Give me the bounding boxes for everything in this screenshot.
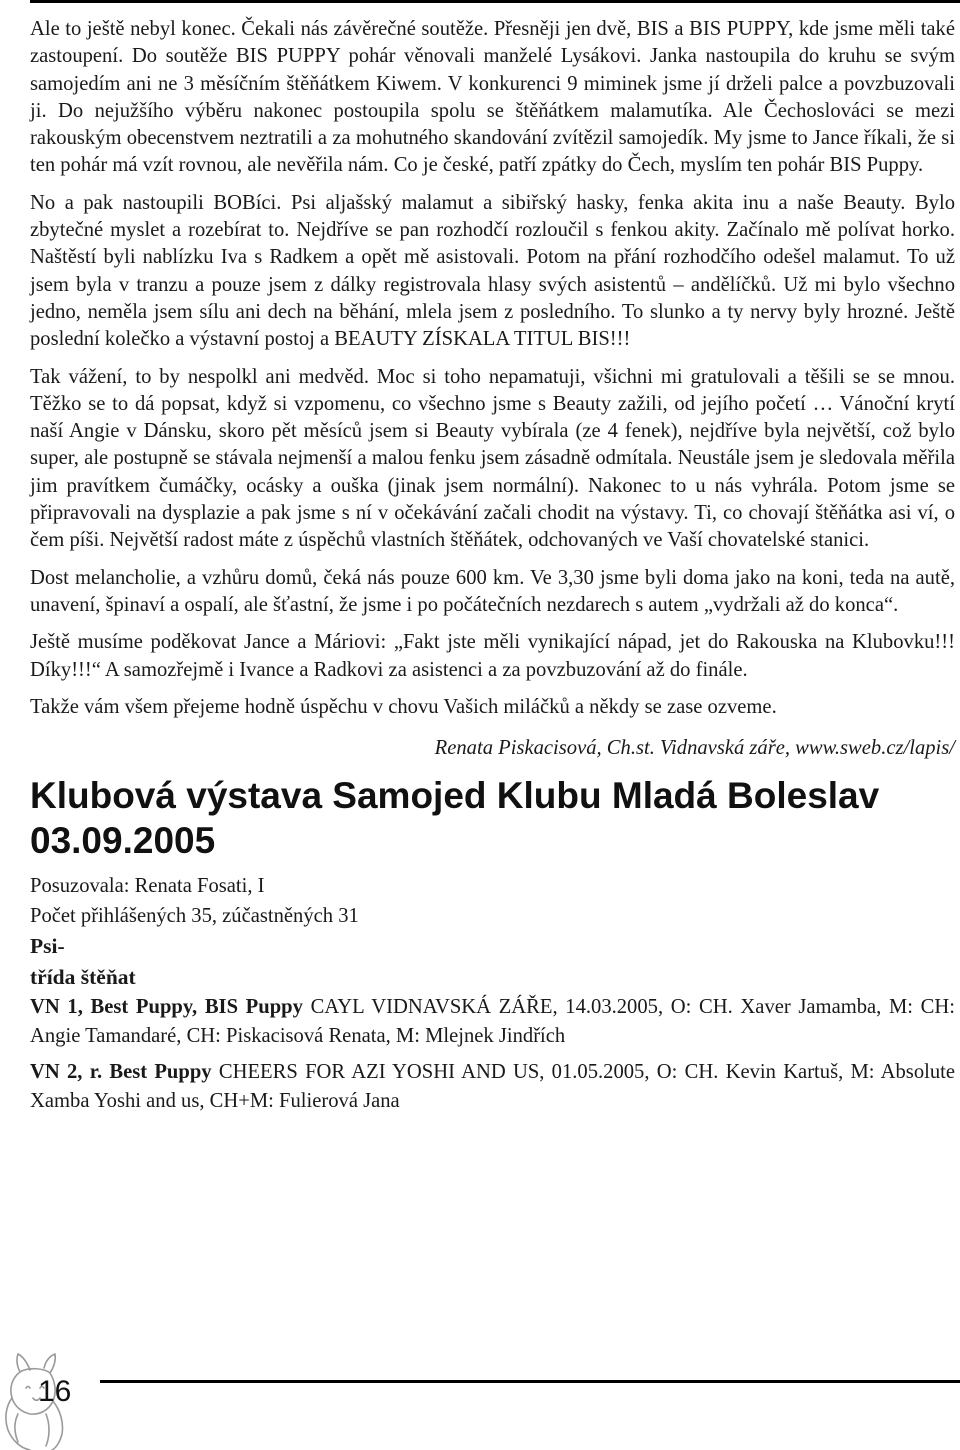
- result-details: CAYL VIDNAVSKÁ ZÁŘE, 14.03.2005, O: CH. Xaver Jamamba, M: CH: Angie Tamandaré, CH: Piskacisová Renata, M: Mlejnek Jindřích: [30, 996, 955, 1047]
- article-title: Klubová výstava Samojed Klubu Mladá Boleslav 03.09.2005: [30, 775, 880, 862]
- body-paragraph: Ještě musíme poděkovat Jance a Máriovi: „Fakt jste měli vynikající nápad, jet do Rakouska na Klubovku!!! Díky!!!“ A samozřejmě i Ivance a Radkovi za asistenci a za povzbuzování až do finále.: [30, 631, 955, 681]
- body-paragraph: Dost melancholie, a vzhůru domů, čeká nás pouze 600 km. Ve 3,30 jsme byli doma jako na koni, teda na autě, unavení, špinaví a ospalí, ale šťastní, že jsme i po počátečních nezdarech s autem „vydržali až do konca“.: [30, 566, 955, 616]
- result-entry: [30, 993, 955, 1050]
- body-paragraph: Ale to ještě nebyl konec. Čekali nás závěrečné soutěže. Přesněji jen dvě, BIS a BIS PUPPY, kde jsme měli také zastoupení. Do soutěže BIS PUPPY pohár věnovali manželé Lysákovi. Janka nastoupila do kruhu se svým samojedím ani ne 3 měsíčním štěňátkem Kiwem. V konkurenci 9 miminek jsme jí drželi palce a povzbuzovali ji. Do nejužšího výběru nakonec postoupila spolu se štěňátkem malamutíka. Ale Čechoslováci se mezi rakouským obecenstvem neztratili a za mohutného skandování zvítězil samojedík. My jsme to Jance říkali, že si ten pohár má vzít rovnou, ale nevěřila nám. Co je české, patří zpátky do Čech, myslím ten pohár BIS Puppy.: [30, 18, 955, 177]
- body-paragraph: No a pak nastoupili BOBíci. Psi aljašský malamut a sibiřský hasky, fenka akita inu a naše Beauty. Bylo zbytečné myslet a rozebírat to. Nejdříve se pan rozhodčí rozloučil s fenkou akity. Začínalo mě polívat horko. Naštěstí byli nablízku Iva s Radkem a opět mě asistovali. Potom na přání rozhodčího odešel malamut. To už jsem byla v tranzu a pouze jsem z dálky registrovala hlasy svých asistentů – andělíčků. Už mi bylo všechno jedno, neměla jsem sílu ani dech na běhání, mlela jsem z posledního. To slunko a ty nervy byly hrozné. Ještě poslední kolečko a výstavní postoj a BEAUTY ZÍSKALA TITUL BIS!!!: [30, 191, 955, 351]
- section-heading: Psi-: [30, 934, 65, 959]
- entries-count-line: Počet přihlášených 35, zúčastněných 31: [30, 905, 359, 928]
- class-heading: třída štěňat: [30, 965, 136, 990]
- body-paragraph: Tak vážení, to by nespolkl ani medvěd. Moc si toho nepamatuji, všichni mi gratulovali a těšili se se mnou. Těžko se to dá popsat, když si vzpomenu, co všechno jsme s Beauty zažili, od jejího početí … Vánoční krytí naší Angie v Dánsku, skoro pět měsíců jsem si Beauty vybírala (ze 4 fenek), nejdříve byla největší, což bylo super, ale postupně se stávala nejmenší a malou fenku jsem zásadně odmítala. Neustále jsem je sledovala měřila jim pravítkem čumáčky, ocásky a ouška (jinak jsem normální). Nakonec to u nás vyhrála. Potom jsme se připravovali na dysplazie a pak jsme s ní v očekávání začali chodit na výstavy. Ti, co chovají štěňátka asi ví, o čem píši. Největší radost máte z úspěchů vlastních štěňátek, odchovaných ve Vaší chovatelské stanici.: [30, 365, 955, 552]
- body-paragraph: Takže vám všem přejeme hodně úspěchu v chovu Vašich miláčků a někdy se zase ozveme.: [30, 695, 777, 718]
- result-award: VN 2, r. Best Puppy: [30, 1061, 212, 1084]
- result-details: CHEERS FOR AZI YOSHI AND US, 01.05.2005, O: CH. Kevin Kartuš, M: Absolute Xamba Yoshi and us, CH+M: Fulierová Jana: [30, 1061, 956, 1112]
- page-number: 16: [38, 1375, 72, 1408]
- top-rule: [30, 0, 960, 3]
- result-entry: [30, 1058, 955, 1115]
- result-award: VN 1, Best Puppy, BIS Puppy: [30, 996, 303, 1019]
- author-signature: Renata Piskacisová, Ch.st. Vidnavská záře, www.sweb.cz/lapis/: [434, 737, 955, 760]
- page-content: [30, 16, 955, 1123]
- footer-rule: [100, 1380, 960, 1383]
- judge-line: Posuzovala: Renata Fosati, I: [30, 875, 265, 898]
